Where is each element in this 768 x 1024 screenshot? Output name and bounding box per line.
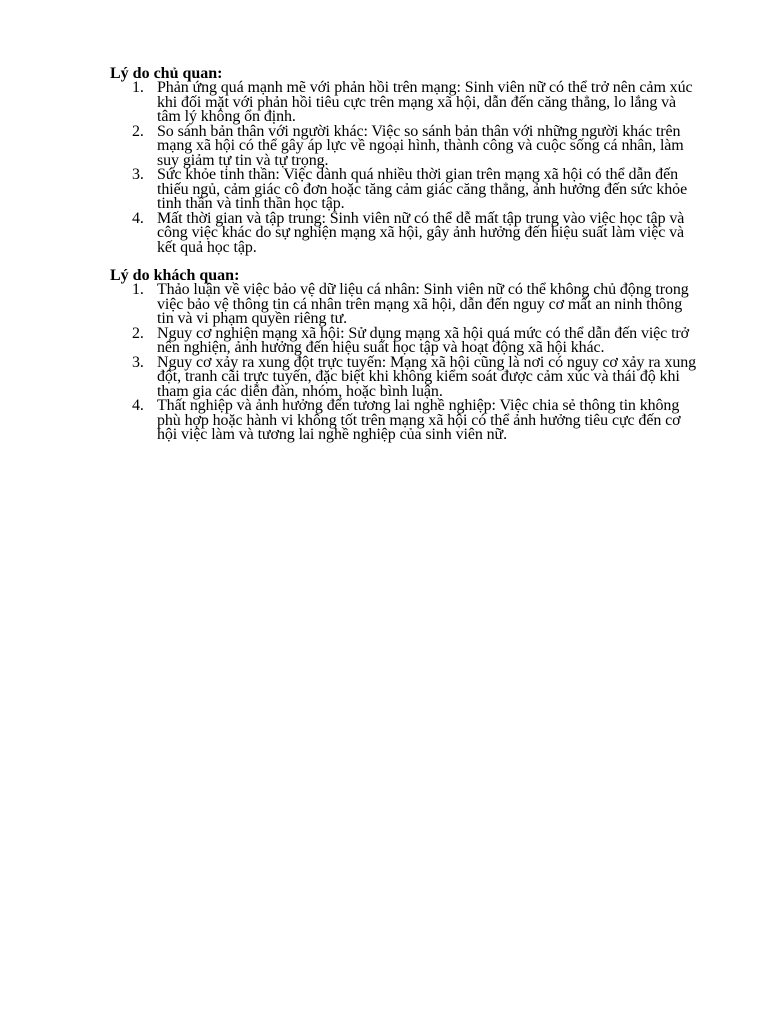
section-heading: Lý do khách quan: xyxy=(110,267,240,284)
item-text: Sức khỏe tinh thần: Việc dành quá nhiều thời gian trên mạng xã hội có thể dẫn đến thiếu ngủ, cảm giác cô đơn hoặc tăng cảm giác căng thẳng, ảnh hưởng đến sức khỏe tinh thần và tinh thần học tập. xyxy=(157,166,688,212)
list-item xyxy=(110,122,700,169)
list-item xyxy=(110,168,700,212)
item-number: 4. xyxy=(132,397,144,414)
item-number: 1. xyxy=(132,79,144,96)
list-item xyxy=(110,324,700,356)
item-text: Thảo luận về việc bảo vệ dữ liệu cá nhân: Sinh viên nữ có thể không chủ động trong việc bảo vệ thông tin cá nhân trên mạng xã hội, dẫn đến nguy cơ mất an ninh thông tin và vi phạm quyền riêng tư. xyxy=(157,281,689,327)
list-item xyxy=(110,209,700,256)
item-number: 2. xyxy=(132,324,144,342)
list-item xyxy=(110,283,700,327)
reason-list xyxy=(110,81,700,255)
list-item xyxy=(110,353,700,400)
list-item xyxy=(110,81,700,125)
item-number: 2. xyxy=(132,122,144,140)
section-subjective-reasons xyxy=(110,66,700,255)
item-text: Nguy cơ xảy ra xung đột trực tuyến: Mạng xã hội cũng là nơi có nguy cơ xảy ra xung đột, tranh cãi trực tuyến, đặc biệt khi không kiểm soát được cảm xúc và thái độ khi tham gia các diễn đàn, nhóm, hoặc bình luận. xyxy=(157,353,697,400)
document-page xyxy=(110,66,700,456)
item-number: 3. xyxy=(132,353,144,371)
item-text: Nguy cơ nghiện mạng xã hội: Sử dụng mạng xã hội quá mức có thể dẫn đến việc trở nên nghiện, ảnh hưởng đến hiệu suất học tập và hoạt động xã hội khác. xyxy=(157,324,690,356)
item-text: So sánh bản thân với người khác: Việc so sánh bản thân với những người khác trên mạng xã hội có thể gây áp lực về ngoại hình, thành công và cuộc sống cá nhân, làm suy giảm tự tin và tự trọng. xyxy=(157,122,684,169)
item-number: 3. xyxy=(132,166,144,183)
item-number: 4. xyxy=(132,209,144,227)
section-objective-reasons xyxy=(110,268,700,443)
section-heading: Lý do chủ quan: xyxy=(110,65,223,82)
item-text: Mất thời gian và tập trung: Sinh viên nữ có thể dễ mất tập trung vào việc học tập và công việc khác do sự nghiện mạng xã hội, gây ảnh hưởng đến hiệu suất làm việc và kết quả học tập. xyxy=(157,209,685,256)
list-item xyxy=(110,399,700,443)
item-text: Phản ứng quá mạnh mẽ với phản hồi trên mạng: Sinh viên nữ có thể trở nên cảm xúc khi đối mặt với phản hồi tiêu cực trên mạng xã hội, dẫn đến căng thẳng, lo lắng và tâm lý không ổn định. xyxy=(157,79,693,125)
item-number: 1. xyxy=(132,281,144,298)
reason-list xyxy=(110,283,700,443)
item-text: Thất nghiệp và ảnh hưởng đến tương lai nghề nghiệp: Việc chia sẻ thông tin không phù hợp hoặc hành vi không tốt trên mạng xã hội có thể ảnh hưởng tiêu cực đến cơ hội việc làm và tương lai nghề nghiệp của sinh viên nữ. xyxy=(157,397,681,443)
